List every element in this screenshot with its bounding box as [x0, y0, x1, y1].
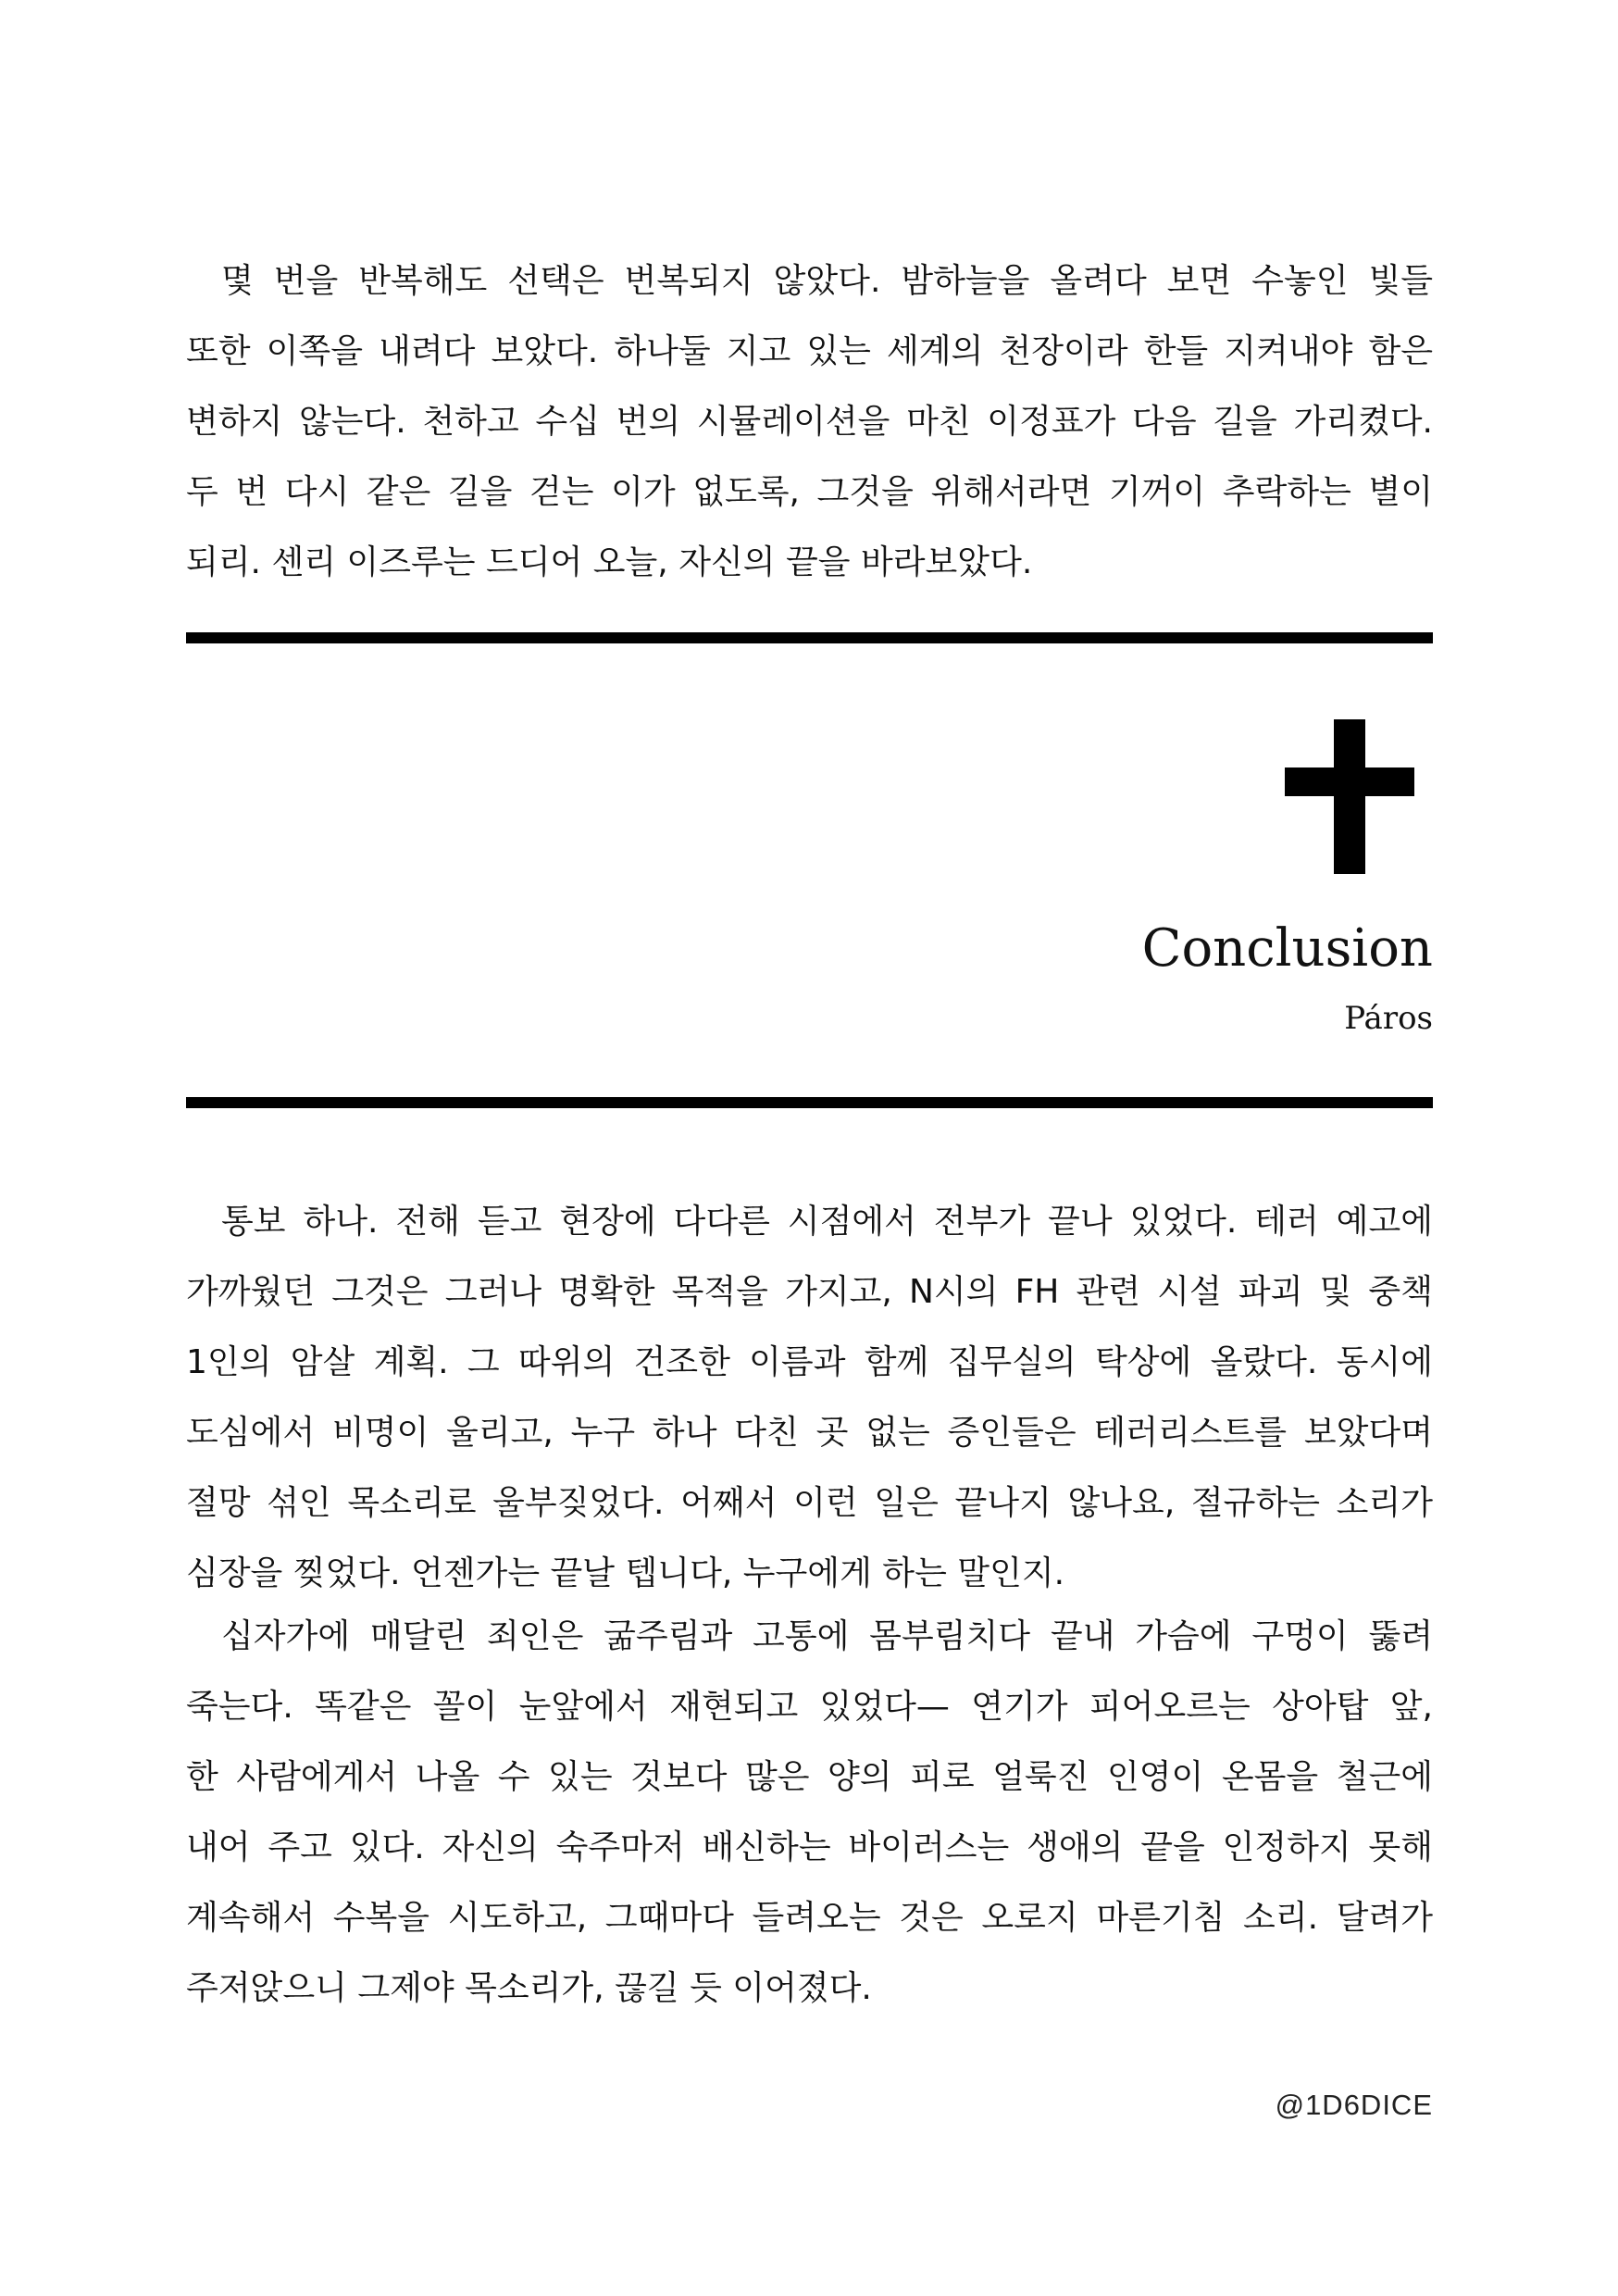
text-line: 주저앉으니 그제야 목소리가, 끊길 듯 이어졌다.: [186, 1969, 872, 2007]
text-line: 십자가에 매달린 죄인은 굶주림과 고통에 몸부림치다 끝내 가슴에 구멍이 뚫려: [221, 1617, 1433, 1655]
text-line: 두 번 다시 같은 길을 걷는 이가 없도록, 그것을 위해서라면 기꺼이 추락하는 별이: [186, 473, 1433, 511]
text-line: 심장을 찢었다. 언젠가는 끝날 텝니다, 누구에게 하는 말인지.: [186, 1554, 1065, 1592]
text-line: 1인의 암살 계획. 그 따위의 건조한 이름과 함께 집무실의 탁상에 올랐다. 동시에: [186, 1343, 1433, 1381]
text-line: 변하지 않는다. 천하고 수십 번의 시뮬레이션을 마친 이정표가 다음 길을 가리켰다.: [186, 403, 1433, 441]
intro-paragraph: [186, 246, 1433, 598]
text-line: 또한 이쪽을 내려다 보았다. 하나둘 지고 있는 세계의 천장이라 한들 지켜내야 함은: [186, 332, 1433, 370]
divider-rule-bottom: [186, 1097, 1433, 1108]
cross-vertical-bar: [1334, 719, 1365, 874]
cross-icon: [1285, 719, 1414, 874]
text-line: 되리. 센리 이즈루는 드디어 오늘, 자신의 끝을 바라보았다.: [186, 543, 1033, 581]
author-handle: @1D6DICE: [1275, 2089, 1433, 2121]
text-line: 한 사람에게서 나올 수 있는 것보다 많은 양의 피로 얼룩진 인영이 온몸을 철근에: [186, 1758, 1433, 1796]
text-line: 절망 섞인 목소리로 울부짖었다. 어째서 이런 일은 끝나지 않나요, 절규하는 소리가: [186, 1484, 1433, 1522]
text-line: 통보 하나. 전해 듣고 현장에 다다른 시점에서 전부가 끝나 있었다. 테러 예고에: [221, 1203, 1433, 1241]
body-paragraph-2: [186, 1602, 1433, 2024]
text-line: 가까웠던 그것은 그러나 명확한 목적을 가지고, N시의 FH 관련 시설 파괴 및 중책: [186, 1273, 1433, 1311]
body-paragraph-1: [186, 1187, 1433, 1609]
text-line: 죽는다. 똑같은 꼴이 눈앞에서 재현되고 있었다— 연기가 피어오르는 상아탑 앞,: [186, 1688, 1433, 1726]
document-page: [186, 0, 1433, 2296]
text-line: 도심에서 비명이 울리고, 누구 하나 다친 곳 없는 증인들은 테러리스트를 보았다며: [186, 1414, 1433, 1452]
cross-horizontal-bar: [1285, 767, 1414, 796]
divider-rule-top: [186, 632, 1433, 643]
chapter-title: Conclusion: [1141, 918, 1433, 979]
text-line: 몇 번을 반복해도 선택은 번복되지 않았다. 밤하늘을 올려다 보면 수놓인 빛들: [221, 262, 1433, 300]
text-line: 내어 주고 있다. 자신의 숙주마저 배신하는 바이러스는 생애의 끝을 인정하지 못해: [186, 1828, 1433, 1866]
chapter-subtitle: Páros: [1344, 1000, 1433, 1037]
text-line: 계속해서 수복을 시도하고, 그때마다 들려오는 것은 오로지 마른기침 소리. 달려가: [186, 1899, 1433, 1937]
